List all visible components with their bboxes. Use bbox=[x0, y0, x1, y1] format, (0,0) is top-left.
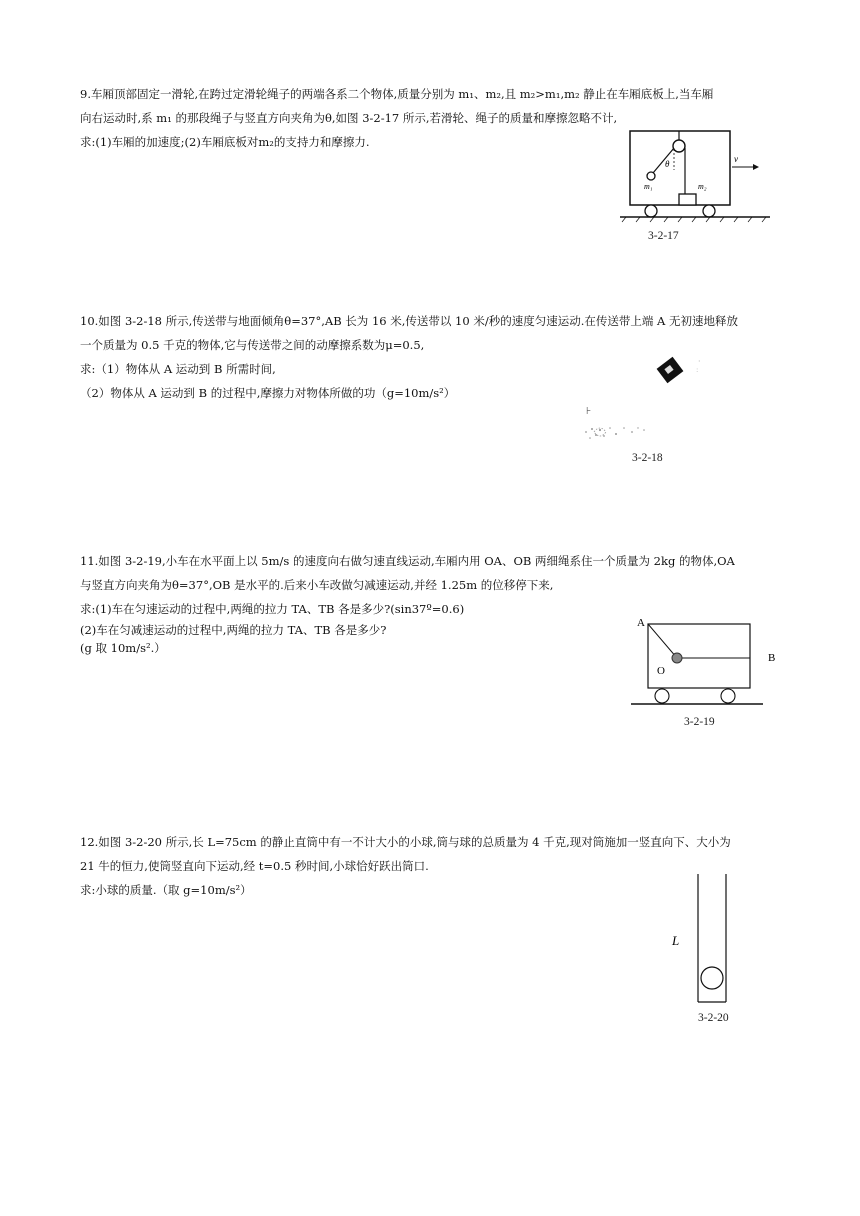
svg-text:·: · bbox=[698, 357, 701, 366]
question-11-line-5: (g 取 10m/s².） bbox=[80, 641, 166, 655]
figure-3-2-20-caption: 3-2-20 bbox=[698, 1012, 729, 1024]
figure-3-2-17 bbox=[620, 125, 770, 225]
question-12-line-1: 12.如图 3-2-20 所示,长 L=75cm 的静止直筒中有一不计大小的小球,筒与球的总质量为 4 千克,现对筒施加一竖直向下、大小为 bbox=[80, 835, 731, 849]
faded-pulley-marks bbox=[585, 427, 645, 439]
hanging-mass bbox=[672, 653, 682, 663]
question-11-line-2: 与竖直方向夹角为θ=37°,OB 是水平的.后来小车改做匀减速运动,并经 1.25m 的位移停下来, bbox=[80, 578, 554, 592]
question-11-line-3: 求:(1)车在匀速运动的过程中,两绳的拉力 TA、TB 各是多少?(sin37º=0.6) bbox=[80, 602, 465, 616]
wheel-right bbox=[703, 205, 715, 217]
figure-3-2-18-caption: 3-2-18 bbox=[632, 452, 663, 464]
question-9-line-2: 向右运动时,系 m₁ 的那段绳子与竖直方向夹角为θ,如图 3-2-17 所示,若滑轮、绳子的质量和摩擦忽略不计, bbox=[80, 111, 618, 125]
point-A-label: A bbox=[637, 617, 645, 629]
mass-m2 bbox=[679, 194, 696, 205]
conveyor-block-faded bbox=[657, 357, 684, 383]
question-10-line-4: （2）物体从 A 运动到 B 的过程中,摩擦力对物体所做的功（g=10m/s²） bbox=[80, 386, 456, 400]
cart-wheel-right bbox=[721, 689, 735, 703]
v-label: v bbox=[734, 154, 738, 164]
m1-label: m₁ bbox=[644, 182, 653, 191]
question-11-line-1: 11.如图 3-2-19,小车在水平面上以 5m/s 的速度向右做匀速直线运动,车厢内用 OA、OB 两细绳系住一个质量为 2kg 的物体,OA bbox=[80, 554, 735, 568]
ball bbox=[701, 967, 723, 989]
question-12-line-2: 21 牛的恒力,使筒竖直向下运动,经 t=0.5 秒时间,小球恰好跃出筒口. bbox=[80, 859, 429, 873]
figure-3-2-19 bbox=[625, 612, 795, 712]
faded-mark-left: ⊦ bbox=[586, 406, 592, 417]
question-10-line-3: 求:（1）物体从 A 运动到 B 所需时间, bbox=[80, 362, 276, 376]
question-9-line-3: 求:(1)车厢的加速度;(2)车厢底板对m₂的支持力和摩擦力. bbox=[80, 135, 370, 149]
m2-label: m₂ bbox=[698, 182, 707, 191]
point-O-label: O bbox=[657, 665, 665, 677]
figure-3-2-20 bbox=[660, 872, 750, 1008]
cart-wheel-left bbox=[655, 689, 669, 703]
question-10-line-1: 10.如图 3-2-18 所示,传送带与地面倾角θ=37°,AB 长为 16 米,传送带以 10 米/秒的速度匀速运动.在传送带上端 A 无初速地释放 bbox=[80, 314, 738, 328]
wheel-left bbox=[645, 205, 657, 217]
question-9-line-1: 9.车厢顶部固定一滑轮,在跨过定滑轮绳子的两端各系二个物体,质量分别为 m₁、m₂,且 m₂>m₁,m₂ 静止在车厢底板上,当车厢 bbox=[80, 87, 714, 101]
question-11-line-4: (2)车在匀减速运动的过程中,两绳的拉力 TA、TB 各是多少? bbox=[80, 623, 387, 637]
figure-3-2-17-caption: 3-2-17 bbox=[648, 230, 679, 242]
point-B-label: B bbox=[768, 652, 776, 664]
length-L-label: L bbox=[672, 933, 680, 948]
question-12-line-3: 求:小球的质量.（取 g=10m/s²） bbox=[80, 883, 252, 897]
svg-text::: : bbox=[696, 366, 699, 374]
theta-label: θ bbox=[665, 159, 670, 169]
cart-body bbox=[648, 624, 750, 688]
figure-3-2-18 bbox=[580, 350, 720, 450]
mass-m1 bbox=[647, 172, 655, 180]
question-10-line-2: 一个质量为 0.5 千克的物体,它与传送带之间的动摩擦系数为μ=0.5, bbox=[80, 338, 425, 352]
pulley bbox=[673, 140, 685, 152]
figure-3-2-19-caption: 3-2-19 bbox=[684, 716, 715, 728]
